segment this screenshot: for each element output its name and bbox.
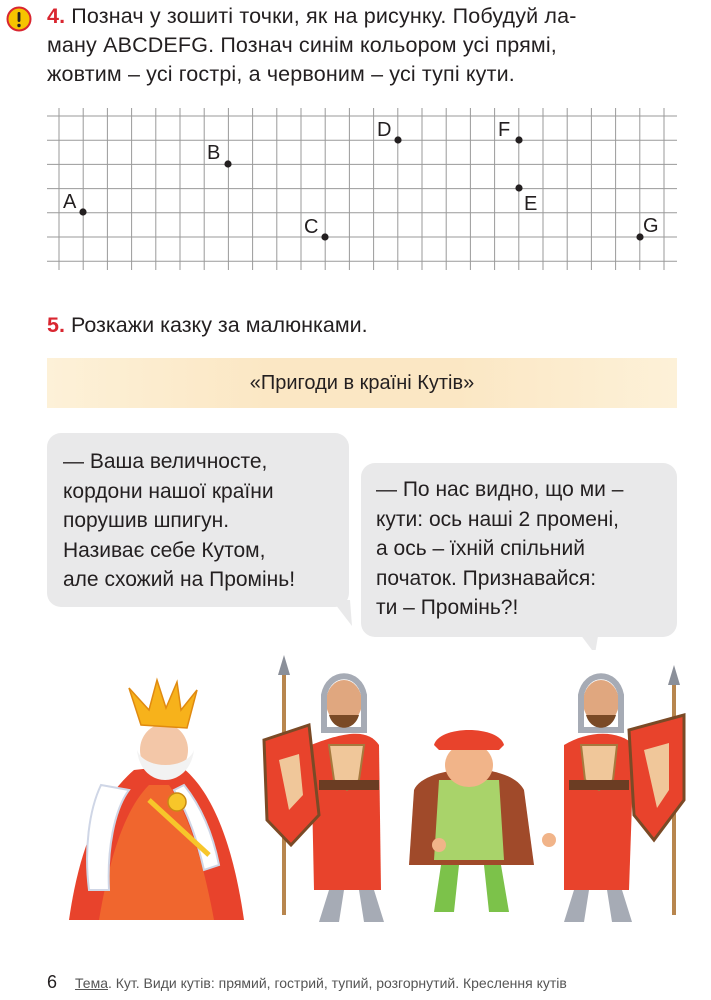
point-b <box>224 160 231 167</box>
task-5-number: 5. <box>47 313 65 337</box>
point-c <box>321 233 328 240</box>
point-grid <box>0 0 711 300</box>
task-4-line-2: ману ABCDEFG. Познач синім кольором усі прямі, <box>47 33 557 57</box>
speech-bubble-right <box>361 463 677 637</box>
bubble-left-line: але схожий на Промінь! <box>63 568 296 591</box>
knight-right-figure <box>564 665 684 922</box>
task-5-text <box>47 311 368 339</box>
bubble-right-line: ти – Промінь?! <box>376 596 519 619</box>
point-a <box>79 208 86 215</box>
bubble-left-tail <box>330 600 360 630</box>
bubble-left-line: — Ваша величносте, <box>63 450 268 473</box>
task-4-line-3: жовтим – усі гострі, а червоним – усі тупі кути. <box>47 62 515 86</box>
story-title-text: «Пригоди в країні Кутів» <box>249 371 475 394</box>
task-5-label: Розкажи казку за малюнками. <box>70 313 368 337</box>
point-e <box>515 184 522 191</box>
point-label-a: A <box>63 191 77 213</box>
point-label-g: G <box>643 215 659 237</box>
bubble-right-line: початок. Признавайся: <box>376 566 597 590</box>
bubble-right-line: кути: ось наші 2 промені, <box>376 507 619 531</box>
bubble-right-line: а ось – їхній спільний <box>376 537 585 560</box>
bubble-left-line: Називає себе Кутом, <box>63 538 266 562</box>
point-f <box>515 136 522 143</box>
story-illustration <box>29 650 711 940</box>
task-4-number: 4. <box>47 4 66 28</box>
point-label-c: C <box>304 216 319 238</box>
bubble-left-line: кордони нашої країни <box>63 479 274 503</box>
speech-bubble-left <box>47 433 349 607</box>
angle-spy-figure <box>409 730 556 912</box>
task-4-line-1: Познач у зошиті точки, як на рисунку. Побудуй ла- <box>71 4 577 28</box>
topic-label: Тема <box>75 975 108 991</box>
king-figure <box>69 680 244 920</box>
point-label-f: F <box>498 119 511 141</box>
point-d <box>394 136 401 143</box>
point-label-d: D <box>377 119 392 141</box>
story-title <box>47 358 677 408</box>
bubble-right-line: — По нас видно, що ми – <box>376 478 624 501</box>
page-number: 6 <box>47 972 58 992</box>
bubble-left-line: порушив шпигун. <box>63 509 230 532</box>
point-label-b: B <box>207 142 221 164</box>
page-footer <box>47 972 567 993</box>
topic-text: . Кут. Види кутів: прямий, гострий, тупий, розгорнутий. Креслення кутів <box>107 975 567 991</box>
point-label-e: E <box>524 193 538 215</box>
knight-left-figure <box>264 655 384 922</box>
